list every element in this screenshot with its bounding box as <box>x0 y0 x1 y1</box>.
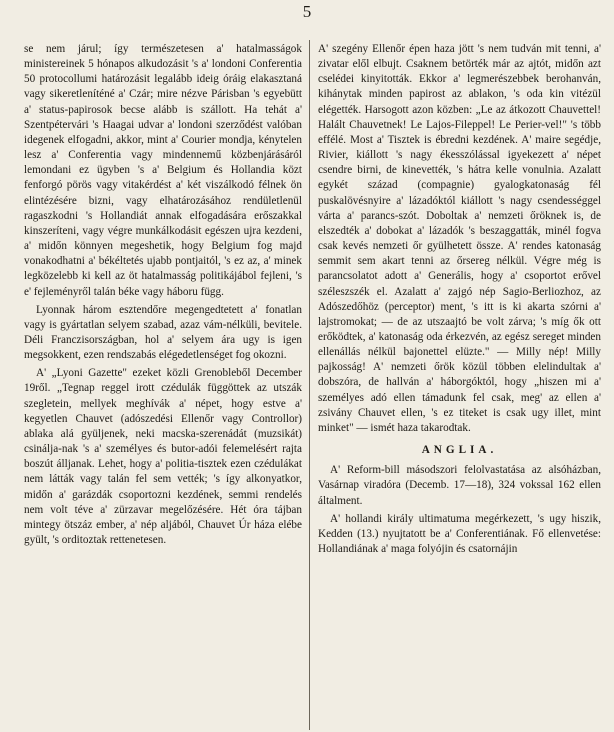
paragraph: A' szegény Ellenőr épen haza jött 's nem tudván mit tenni, a' zivatar elől elbujt. Csaknem betörték már az ajtót, midőn azt cselédei kinyitották. Ekkor a' legmerészebbek berohanván, kihánytak minden papirost az ablakon, 's oda kin vitézül elégették. Harsogott azon közben: „Le az átkozott Chauvettel! Halált Chauvetnek! Le Lajos-Fileppel! Le Perier-vel!" 's több effélé. Most a' Tisztek is ébredni kezdének. A' maire segédje, Rivier, kiállott 's nagy ékesszólással igyekezett a' népet csendre birni, de kinevették, 's hátra kelle vonulnia. Azalatt egykét század (compagnie) gyalogkatonaság fél puskalövésnyire a' lázadóktól kiállott 's nagy csendességgel várta a' parancs-szót. Doboltak a' nemzeti őröknek is, de elszedték a' dobokat a' lázadók 's beszaggatták, minél fogva csak kevés nemzeti őr gyülhetett össze. A' rendes katonaság semmit sem akart tenni az őrsereg nélkül. Végre még is parancsolatot adott a' Generális, hogy a' csoportot erővel széleszszék el. Azalatt a' zajgó nép Sagio-Berliozhoz, az Adószedőhöz (perceptor) ment, 's itt is ki akarta szórni a' lajstromokat; — de az utszaajtó be volt zárva; 's míg ők ott erőködtek, a' katonaság oda érkezvén, az egész sereget minden ellenállás nélkül bajonettel elüzte." — Milly nép! Milly pajkosság! A' nemzeti őrök közül többen elelindultak a' dobszóra, de hallván a' háborgóktól, hogy „hiszen mi a' személyes adó ellen támadunk fel csak, meg' az ellen a' zsivány Chauvet ellen, 's ez titeket is csak ugy illet, mint minket" — ismét haza takarodtak. <box>318 43 601 434</box>
paragraph: A' „Lyoni Gazette" ezeket közli Grenobleből December 19ről. „Tegnap reggel irott czédulák függöttek az utszák szegletein, mellyek meghívák a' népet, hogy estve a' kegyetlen Chauvet (adószedési Ellenőr vagy Controllor) ablaka alá gyüljenek, neki macska-szerenádát (muzsikát) csinálja-nak 's a' személyes és butor-adói felemelésért rajta boszút álljanak. Lehet, hogy a' politia-tisztek ezen czédulákat nem látták vagy talán fel sem vették; 's így alkonyatkor, midőn a' garázdák csoportozni kezdének, semmi rendelés nem volt téve a' zürzavar megelőzésére. Hét óra tájban mintegy ötszáz ember, a' nép aljából, Chauvet Úr háza elébe gyült, 's orditoztak rettenetesen. <box>24 367 302 546</box>
page-number: 5 <box>302 2 312 21</box>
column-divider <box>309 40 310 730</box>
paragraph: Lyonnak három esztendőre megengedtetett a' fonatlan vagy is gyártatlan selyem szabad, azaz vám-nélküli, bevitele. Déli Franczisországban, hol a' selyem ára ugy is igen megsokkent, ezen rendszabás elégedetlenséget fog okozni. <box>24 303 302 362</box>
paragraph: A' Reform-bill másodszori felolvastatása az alsóházban, Vasárnap viradóra (Decemb. 17—18), 324 vokssal 162 ellen általment. <box>318 464 601 507</box>
paragraph: se nem járul; így természetesen a' hatalmasságok ministereinek 5 hónapos alkudozásit 's a' londoni Conferentia 50 protocollumi határozásit legalább ideig óráig elakasztaná vagy sikeretleníténé a' Czár; mire nézve Párisban 's egyebütt a' status-papirosok becse alább is szállott. Ha tehát a' Szentpétervári 's Haagai udvar a' londoni szerződést valóban idegenek elfogadni, akkor, mint a' Courier mondja, kénytelen lesz a' Conferentia vagy mindennemű közbenjárásáról lemondani ez ügyben 's a' Belgium és Hollandia közt fenforgó pörös vagy vitakérdést a' két viszálkodó félnek ön elintézésére bizni, vagy elhatározásához rendületlenül ragaszkodni 's Hollandiát annak elfogadására erőszakkal kinszeríteni, vagy végre munkálkodásit egészen ujra kezdeni, a' midőn könnyen megeshetik, hogy Belgium fog majd vonakodhatni a' békéltetés ujabb pontjaitól, 's ez az, a' minek legközelebb ki kell az öt hatalmasság politikájábol fejleni, 's e' fejleményről talán béke vagy háboru függ. <box>24 43 302 298</box>
paragraph: A' hollandi király ultimatuma megérkezett, 's ugy hiszik, Kedden (13.) nyujtatott be a' Conferentiának. Fő ellenvetése: Hollandiának a' maga folyójin és csatornájin <box>318 512 601 555</box>
section-heading: ANGLIA. <box>421 444 498 457</box>
right-column <box>318 42 601 732</box>
left-column <box>24 42 302 732</box>
